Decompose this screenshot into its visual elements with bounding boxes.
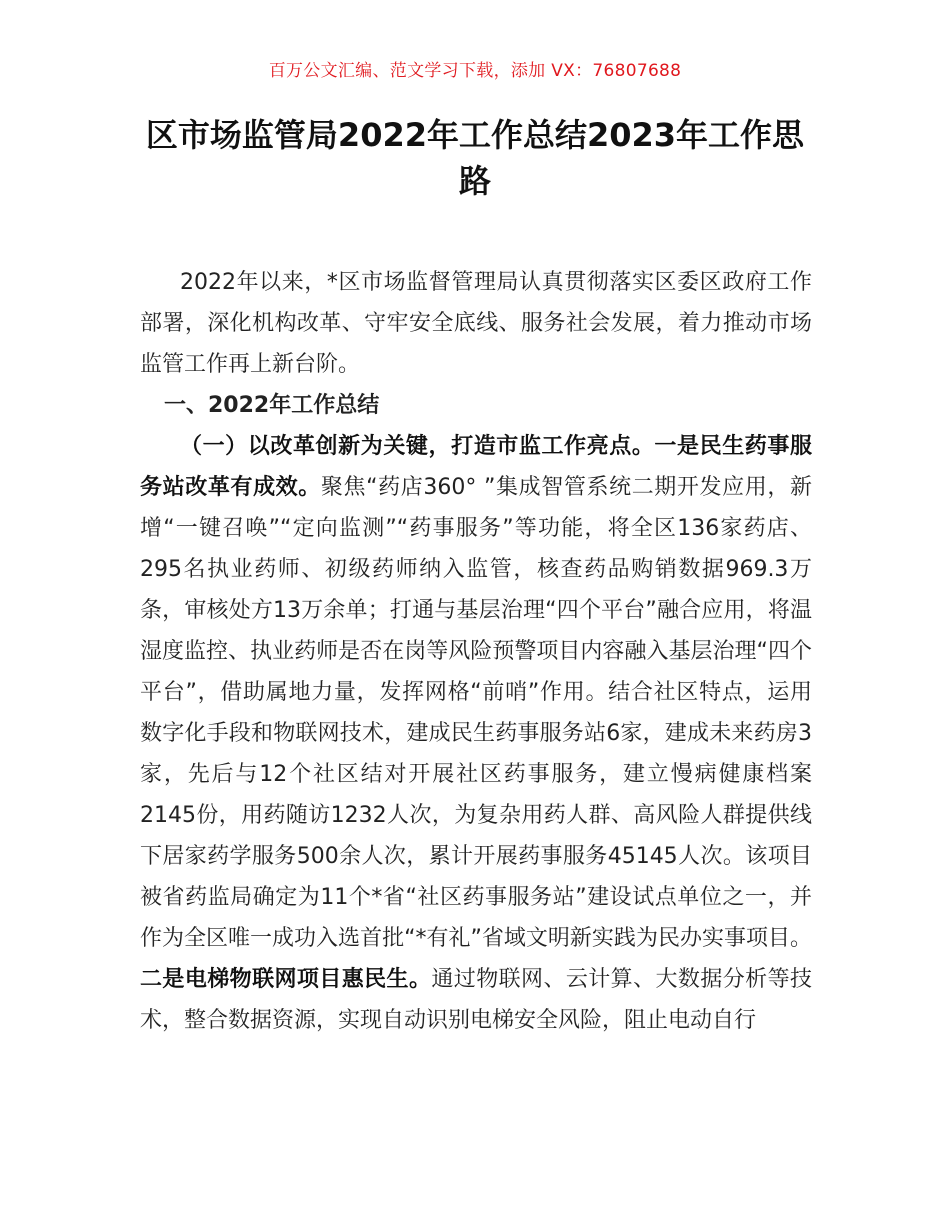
- point2-text: 通过物联网、云计算、大数据分析等技术，整合数据资源，实现自动识别电梯安全风险，阻止电动自行: [140, 967, 812, 1033]
- intro-paragraph: 2022年以来，*区市场监督管理局认真贯彻落实区委区政府工作部署，深化机构改革、守牢安全底线、服务社会发展，着力推动市场监管工作再上新台阶。: [140, 270, 812, 377]
- header-watermark-note: 百万公文汇编、范文学习下载，添加 VX：76807688: [268, 61, 682, 81]
- subsection-paragraph: [140, 426, 812, 1041]
- document-body: [140, 262, 812, 1041]
- document-title: 区市场监管局2022年工作总结2023年工作思路: [145, 116, 805, 200]
- point2-title: 二是电梯物联网项目惠民生。: [140, 967, 432, 992]
- section-heading: 一、2022年工作总结: [164, 393, 380, 418]
- subsection-heading: （一）以改革创新为关键，打造市监工作亮点。: [180, 434, 655, 459]
- point1-text: 聚焦“药店360° ”集成智管系统二期开发应用，新增“一键召唤”“定向监测”“药事服务”等功能，将全区136家药店、295名执业药师、初级药师纳入监管，核查药品购销数据969.3万条，审核处方13万余单；打通与基层治理“四个平台”融合应用，将温湿度监控、执业药师是否在岗等风险预警项目内容融入基层治理“四个平台”，借助属地力量，发挥网格“前哨”作用。结合社区特点，运用数字化手段和物联网技术，建成民生药事服务站6家，建成未来药房3家，先后与12个社区结对开展社区药事服务，建立慢病健康档案2145份，用药随访1232人次，为复杂用药人群、高风险人群提供线下居家药学服务500余人次，累计开展药事服务45145人次。该项目被省药监局确定为11个*省“社区药事服务站”建设试点单位之一，并作为全区唯一成功入选首批“*有礼”省域文明新实践为民办实事项目。: [140, 475, 812, 951]
- point1-title: 一是民生药事服务站改革有成效。: [140, 434, 812, 500]
